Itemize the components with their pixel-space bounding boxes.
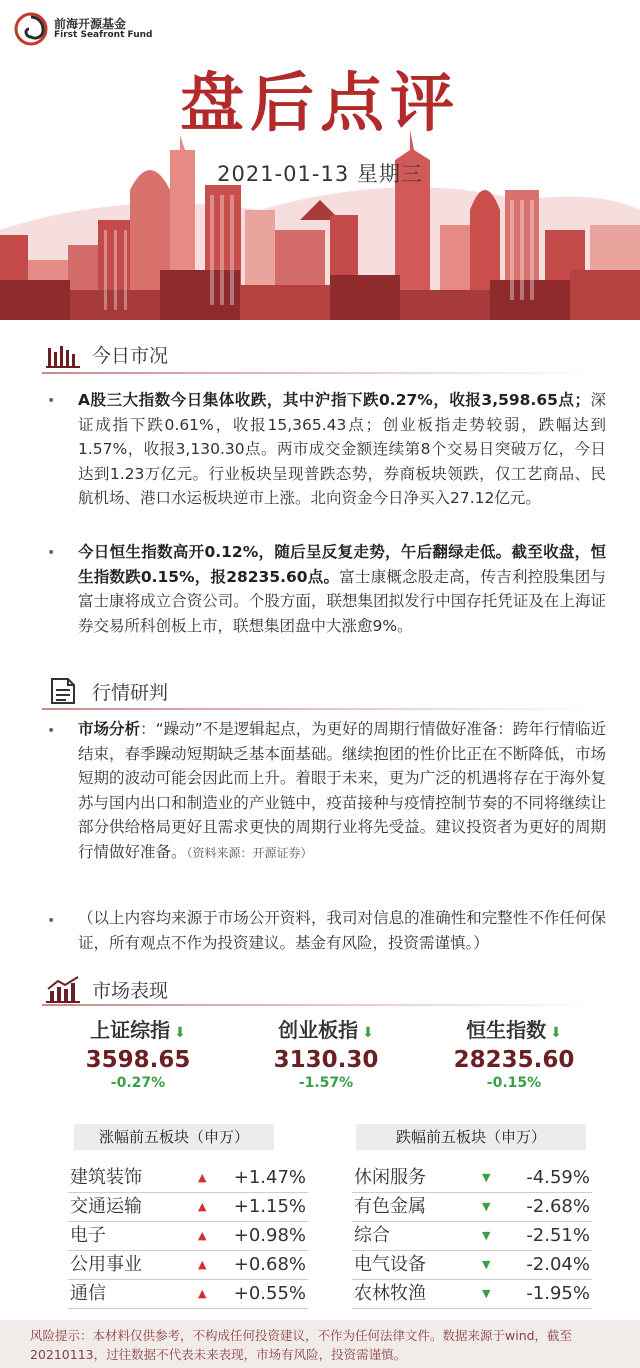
table-row bbox=[352, 1164, 592, 1193]
market-today-item-2-highlight: 今日恒生指数高开0.12%，随后呈反复走势，午后翻绿走低。截至收盘，恒生指数跌0.15%，报28235.60点。 bbox=[78, 543, 606, 586]
table-row bbox=[352, 1193, 592, 1222]
sector-name: 电气设备 bbox=[354, 1254, 426, 1275]
losers-table-header: 跌幅前五板块（申万） bbox=[356, 1124, 586, 1150]
index-name: 上证综指 bbox=[90, 1018, 171, 1042]
table-row bbox=[352, 1222, 592, 1251]
sector-change: -4.59% bbox=[526, 1167, 590, 1188]
table-row bbox=[352, 1280, 592, 1309]
sector-name: 电子 bbox=[70, 1225, 106, 1246]
up-triangle-icon: ▲ bbox=[198, 1171, 207, 1184]
index-card-shanghai bbox=[38, 1014, 238, 1091]
up-triangle-icon: ▲ bbox=[198, 1287, 207, 1300]
index-value: 3598.65 bbox=[85, 1047, 191, 1073]
sector-name: 有色金属 bbox=[354, 1196, 426, 1217]
sector-change: +0.55% bbox=[233, 1283, 306, 1304]
down-triangle-icon: ▼ bbox=[482, 1229, 491, 1242]
down-triangle-icon: ▼ bbox=[482, 1258, 491, 1271]
table-row bbox=[68, 1280, 308, 1309]
index-card-hangseng bbox=[414, 1014, 614, 1091]
section-title-market-today: 今日市况 bbox=[92, 344, 169, 367]
sector-change: +1.15% bbox=[233, 1196, 306, 1217]
analysis-item bbox=[78, 717, 606, 865]
index-change: -0.27% bbox=[110, 1075, 166, 1091]
down-triangle-icon: ▼ bbox=[482, 1171, 491, 1184]
sector-change: -2.51% bbox=[526, 1225, 590, 1246]
bar-chart-icon bbox=[46, 340, 82, 368]
sector-change: +0.68% bbox=[233, 1254, 306, 1275]
sector-change: -2.04% bbox=[526, 1254, 590, 1275]
sector-change: +1.47% bbox=[233, 1167, 306, 1188]
sector-name: 通信 bbox=[70, 1283, 106, 1304]
header-banner bbox=[0, 0, 640, 320]
down-arrow-icon: ⬇ bbox=[362, 1025, 374, 1041]
losers-table bbox=[352, 1164, 592, 1309]
sector-name: 农林牧渔 bbox=[354, 1283, 426, 1304]
market-today-item-2-text: 富士康概念股走高，传吉利控股集团与富士康将成立合资公司。个股方面，联想集团拟发行中国存托凭证及在上海证券交易所科创板上市，联想集团盘中大涨愈9%。 bbox=[78, 567, 606, 635]
line-chart-icon bbox=[46, 975, 82, 1003]
bullet-dot: • bbox=[47, 545, 56, 561]
sector-name: 休闲服务 bbox=[354, 1167, 426, 1188]
index-name: 创业板指 bbox=[278, 1018, 359, 1042]
index-value: 28235.60 bbox=[453, 1047, 575, 1073]
market-today-item-1 bbox=[78, 388, 606, 511]
page-date: 2021-01-13 星期三 bbox=[217, 162, 423, 186]
bullet-dot: • bbox=[47, 393, 56, 409]
bullet-dot: • bbox=[47, 913, 56, 929]
section-header-market-today bbox=[46, 340, 168, 368]
up-triangle-icon: ▲ bbox=[198, 1200, 207, 1213]
section-title-analysis: 行情研判 bbox=[92, 681, 169, 704]
gainers-table bbox=[68, 1164, 308, 1309]
spiral-logo-icon bbox=[14, 12, 48, 46]
table-row bbox=[352, 1251, 592, 1280]
table-row bbox=[68, 1222, 308, 1251]
analysis-source: （资料来源：开源证券） bbox=[186, 845, 313, 860]
sector-change: -1.95% bbox=[526, 1283, 590, 1304]
analysis-disclaimer: （以上内容均来源于市场公开资料，我司对信息的准确性和完整性不作任何保证，所有观点不作为投资建议。基金有风险，投资需谨慎。） bbox=[78, 909, 606, 952]
section-title-performance: 市场表现 bbox=[92, 979, 169, 1002]
up-triangle-icon: ▲ bbox=[198, 1229, 207, 1242]
page-title: 盘后点评 bbox=[180, 67, 460, 141]
sector-name: 交通运输 bbox=[70, 1196, 142, 1217]
table-row bbox=[68, 1193, 308, 1222]
index-change: -0.15% bbox=[486, 1075, 542, 1091]
market-today-item-1-text: 深证成指下跌0.61%，收报15,365.43点；创业板指走势较弱，跌幅达到1.57%，收报3,130.30点。两市成交金额连续第8个交易日突破万亿，今日达到1.23万亿元。行业板块呈现普跌态势，券商板块领跌，仅工艺商品、民航机场、港口水运板块逆市上涨。北向资金今日净买入27.12亿元。 bbox=[78, 391, 606, 507]
gainers-table-header: 涨幅前五板块（申万） bbox=[74, 1124, 274, 1150]
brand-name-en: First Seafront Fund bbox=[54, 29, 153, 40]
up-triangle-icon: ▲ bbox=[198, 1258, 207, 1271]
index-change: -1.57% bbox=[298, 1075, 354, 1091]
down-triangle-icon: ▼ bbox=[482, 1287, 491, 1300]
section-divider bbox=[42, 372, 602, 374]
brand-name-cn: 前海开源基金 bbox=[54, 16, 127, 31]
down-arrow-icon: ⬇ bbox=[550, 1025, 562, 1041]
table-row bbox=[68, 1251, 308, 1280]
index-name: 恒生指数 bbox=[466, 1018, 547, 1042]
index-value: 3130.30 bbox=[273, 1047, 379, 1073]
risk-disclaimer-footer: 风险提示：本材料仅供参考，不构成任何投资建议，不作为任何法律文件。数据来源于wind，截至20210113，过往数据不代表未来表现，市场有风险，投资需谨慎。 bbox=[0, 1320, 640, 1368]
section-header-performance bbox=[46, 975, 168, 1003]
bullet-dot: • bbox=[47, 723, 56, 739]
sector-name: 综合 bbox=[354, 1225, 390, 1246]
sector-change: -2.68% bbox=[526, 1196, 590, 1217]
table-row bbox=[68, 1164, 308, 1193]
sector-name: 建筑装饰 bbox=[70, 1167, 142, 1188]
brand-logo bbox=[14, 12, 152, 46]
market-today-item-2 bbox=[78, 540, 606, 638]
sector-name: 公用事业 bbox=[70, 1254, 142, 1275]
document-icon bbox=[46, 677, 82, 705]
down-arrow-icon: ⬇ bbox=[174, 1025, 186, 1041]
down-triangle-icon: ▼ bbox=[482, 1200, 491, 1213]
analysis-label: 市场分析 bbox=[78, 720, 141, 738]
section-header-analysis bbox=[46, 677, 168, 705]
index-card-chinext bbox=[226, 1014, 426, 1091]
section-divider bbox=[42, 708, 602, 710]
sector-change: +0.98% bbox=[233, 1225, 306, 1246]
analysis-text: ：“躁动”不是逻辑起点，为更好的周期行情做好准备：跨年行情临近结束，春季躁动短期缺乏基本面基础。继续抱团的性价比正在不断降低，市场短期的波动可能会因此而上升。着眼于未来，更为广泛的机遇将存在于海外复苏与国内出口和制造业的产业链中，疫苗接种与疫情控制节奏的不同将继续让部分供给格局更好且需求更快的周期行业将先受益。建议投资者为更好的周期行情做好准备。 bbox=[78, 720, 606, 861]
section-divider bbox=[42, 1004, 602, 1006]
market-today-item-1-highlight: A股三大指数今日集体收跌，其中沪指下跌0.27%，收报3,598.65点； bbox=[78, 391, 590, 409]
